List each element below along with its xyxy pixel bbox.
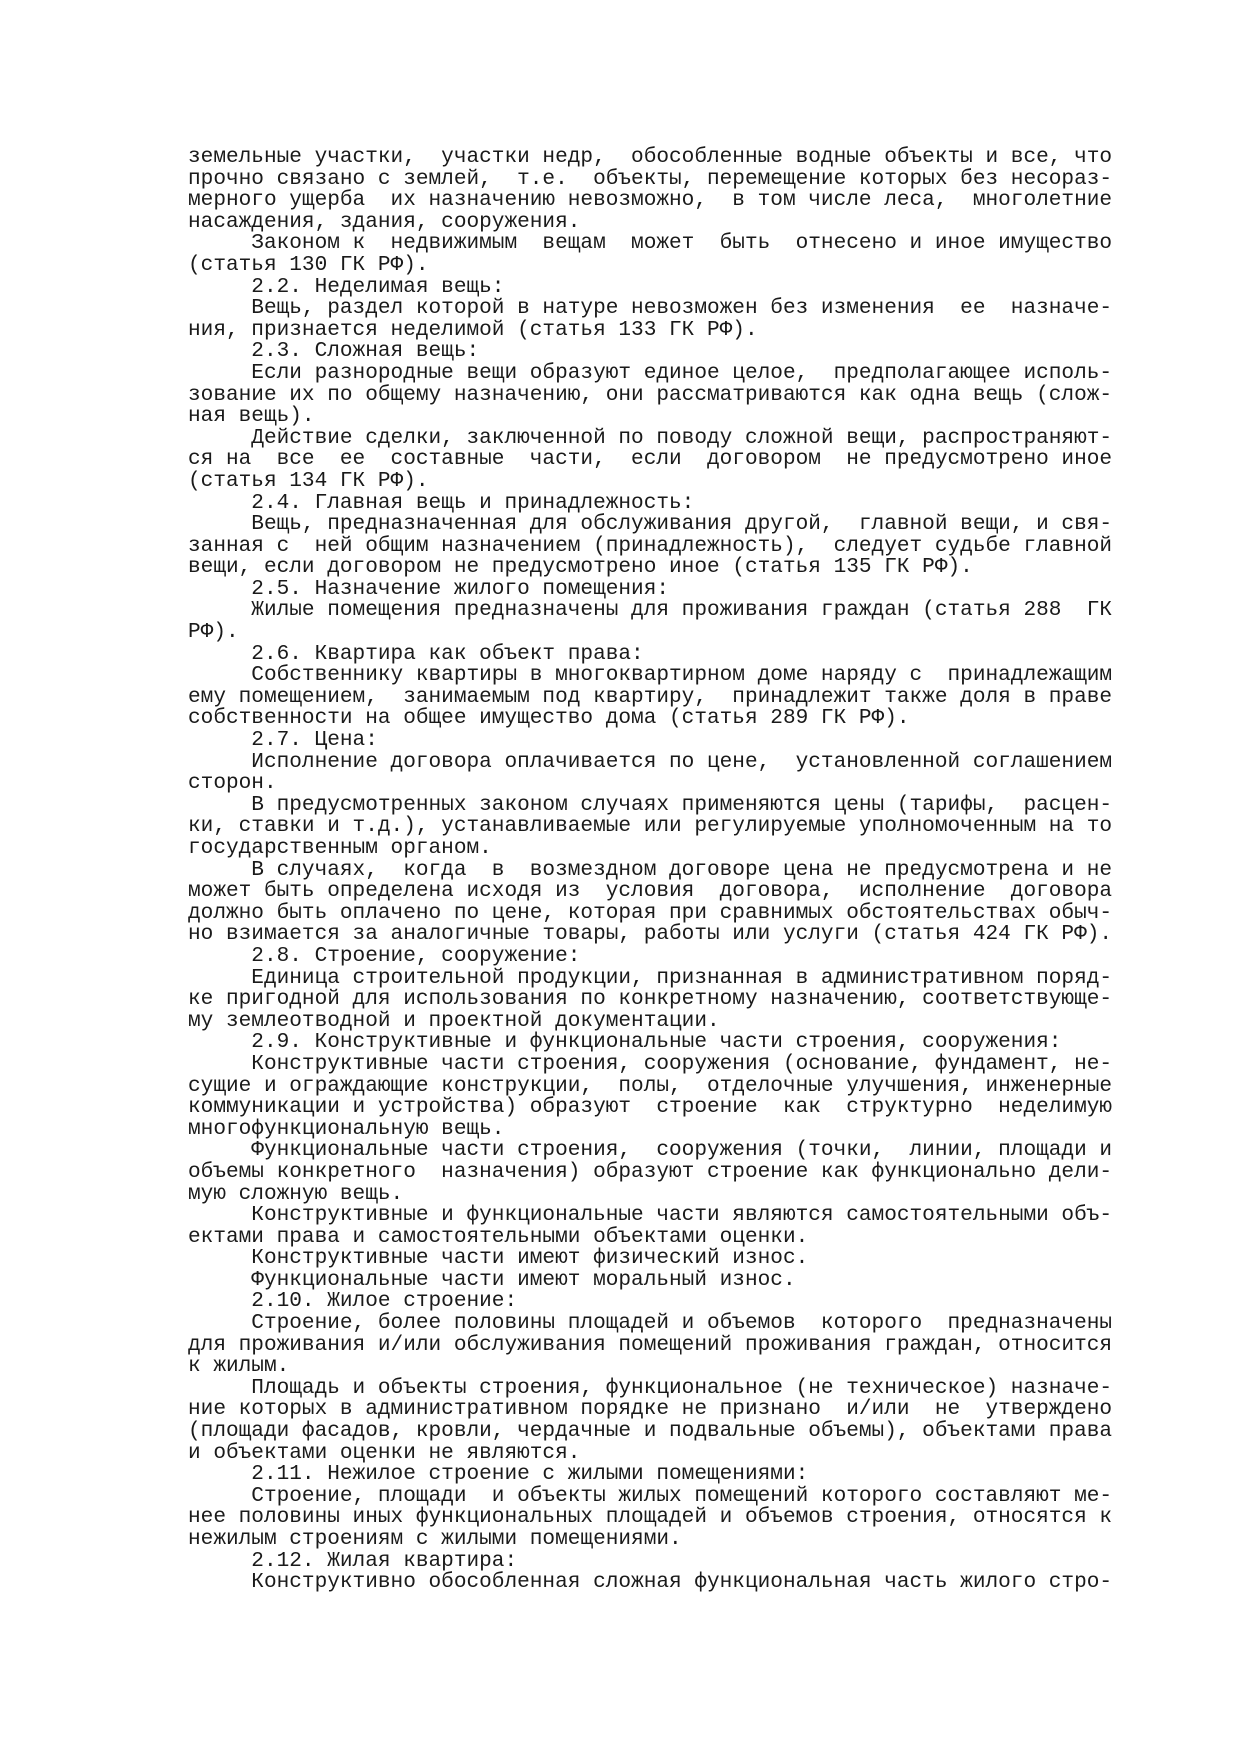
text-line: коммуникации и устройства) образуют строение как структурно неделимую	[188, 1095, 1113, 1120]
text-line: (статья 130 ГК РФ).	[188, 252, 429, 277]
text-line: В случаях, когда в возмездном договоре цена не предусмотрена и не	[188, 857, 1113, 882]
text-line: Конструктивные части строения, сооружения (основание, фундамент, не-	[188, 1051, 1113, 1076]
text-line: В предусмотренных законом случаях применяются цены (тарифы, расцен-	[188, 792, 1113, 817]
text-line: прочно связано с землей, т.е. объекты, перемещение которых без несораз-	[188, 166, 1113, 191]
text-line: насаждения, здания, сооружения.	[188, 209, 581, 234]
text-line: 2.4. Главная вещь и принадлежность:	[188, 490, 695, 515]
text-line: 2.7. Цена:	[188, 728, 378, 753]
text-line: Действие сделки, заключенной по поводу сложной вещи, распространяют-	[188, 425, 1113, 450]
text-line: должно быть оплачено по цене, которая при сравнимых обстоятельствах обыч-	[188, 900, 1113, 925]
text-line: 2.11. Нежилое строение с жилыми помещениями:	[188, 1462, 809, 1487]
text-line: для проживания и/или обслуживания помещений проживания граждан, относится	[188, 1332, 1113, 1357]
text-line: Единица строительной продукции, признанная в административном поряд-	[188, 965, 1113, 990]
document-page	[188, 145, 1113, 1595]
text-line: ния, признается неделимой (статья 133 ГК РФ).	[188, 317, 758, 342]
text-line: может быть определена исходя из условия договора, исполнение договора	[188, 879, 1113, 904]
text-line: мую сложную вещь.	[188, 1181, 404, 1206]
text-line: (площади фасадов, кровли, чердачные и подвальные объемы), объектами права	[188, 1419, 1113, 1444]
text-line: (статья 134 ГК РФ).	[188, 468, 429, 493]
text-line: ние которых в административном порядке не признано и/или не утверждено	[188, 1397, 1113, 1422]
text-line: ная вещь).	[188, 404, 315, 429]
text-line: зование их по общему назначению, они рассматриваются как одна вещь (слож-	[188, 382, 1113, 407]
text-line: 2.2. Неделимая вещь:	[188, 274, 505, 299]
text-line: вещи, если договором не предусмотрено иное (статья 135 ГК РФ).	[188, 555, 973, 580]
text-line: ке пригодной для использования по конкретному назначению, соответствующе-	[188, 987, 1113, 1012]
text-line: земельные участки, участки недр, обособленные водные объекты и все, что	[188, 145, 1113, 169]
text-line: Вещь, предназначенная для обслуживания другой, главной вещи, и свя-	[188, 512, 1113, 537]
text-line: занная с ней общим назначением (принадлежность), следует судьбе главной	[188, 533, 1113, 558]
text-line: Если разнородные вещи образуют единое целое, предполагающее исполь-	[188, 360, 1113, 385]
text-line: Площадь и объекты строения, функциональное (не техническое) назначе-	[188, 1375, 1113, 1400]
text-line: но взимается за аналогичные товары, работы или услуги (статья 424 ГК РФ).	[188, 922, 1113, 947]
text-line: Строение, площади и объекты жилых помещений которого составляют ме-	[188, 1483, 1113, 1508]
text-line: 2.12. Жилая квартира:	[188, 1548, 518, 1573]
text-line: 2.5. Назначение жилого помещения:	[188, 576, 670, 601]
text-line: нежилым строениям с жилыми помещениями.	[188, 1527, 682, 1551]
text-line: 2.6. Квартира как объект права:	[188, 641, 644, 666]
text-line: собственности на общее имущество дома (статья 289 ГК РФ).	[188, 706, 910, 731]
text-line: и объектами оценки не являются.	[188, 1440, 581, 1465]
text-line: Конструктивно обособленная сложная функциональная часть жилого стро-	[188, 1570, 1113, 1595]
text-line: Конструктивные и функциональные части являются самостоятельными объ-	[188, 1203, 1113, 1228]
text-line: 2.10. Жилое строение:	[188, 1289, 518, 1314]
text-line: му землеотводной и проектной документации.	[188, 1008, 720, 1033]
text-line: 2.3. Сложная вещь:	[188, 339, 480, 364]
text-line: сущие и ограждающие конструкции, полы, отделочные улучшения, инженерные	[188, 1073, 1113, 1098]
text-line: Функциональные части строения, сооружения (точки, линии, площади и	[188, 1138, 1113, 1163]
text-line: сторон.	[188, 771, 277, 796]
text-line: Вещь, раздел которой в натуре невозможен без изменения ее назначе-	[188, 296, 1113, 321]
text-line: Жилые помещения предназначены для проживания граждан (статья 288 ГК	[188, 598, 1113, 623]
text-line: 2.8. Строение, сооружение:	[188, 943, 581, 968]
text-line: ся на все ее составные части, если договором не предусмотрено иное	[188, 447, 1113, 472]
text-line: Функциональные части имеют моральный износ.	[188, 1267, 796, 1292]
text-line: мерного ущерба их назначению невозможно, в том числе леса, многолетние	[188, 188, 1113, 213]
text-line: Строение, более половины площадей и объемов которого предназначены	[188, 1311, 1113, 1336]
text-line: ектами права и самостоятельными объектами оценки.	[188, 1224, 809, 1249]
text-line: Собственнику квартиры в многоквартирном доме наряду с принадлежащим	[188, 663, 1113, 688]
text-line: к жилым.	[188, 1354, 290, 1379]
text-line: ему помещением, занимаемым под квартиру, принадлежит также доля в праве	[188, 684, 1113, 709]
text-line: Исполнение договора оплачивается по цене, установленной соглашением	[188, 749, 1113, 774]
text-line: многофункциональную вещь.	[188, 1116, 505, 1141]
text-line: государственным органом.	[188, 836, 492, 860]
text-line: Законом к недвижимым вещам может быть отнесено и иное имущество	[188, 231, 1113, 256]
text-line: объемы конкретного назначения) образуют строение как функционально дели-	[188, 1159, 1113, 1184]
text-line: 2.9. Конструктивные и функциональные части строения, сооружения:	[188, 1030, 1062, 1055]
text-line: ки, ставки и т.д.), устанавливаемые или регулируемые уполномоченным на то	[188, 814, 1113, 839]
text-line: РФ).	[188, 620, 239, 645]
text-line: нее половины иных функциональных площадей и объемов строения, относятся к	[188, 1505, 1113, 1530]
text-line: Конструктивные части имеют физический износ.	[188, 1246, 809, 1271]
